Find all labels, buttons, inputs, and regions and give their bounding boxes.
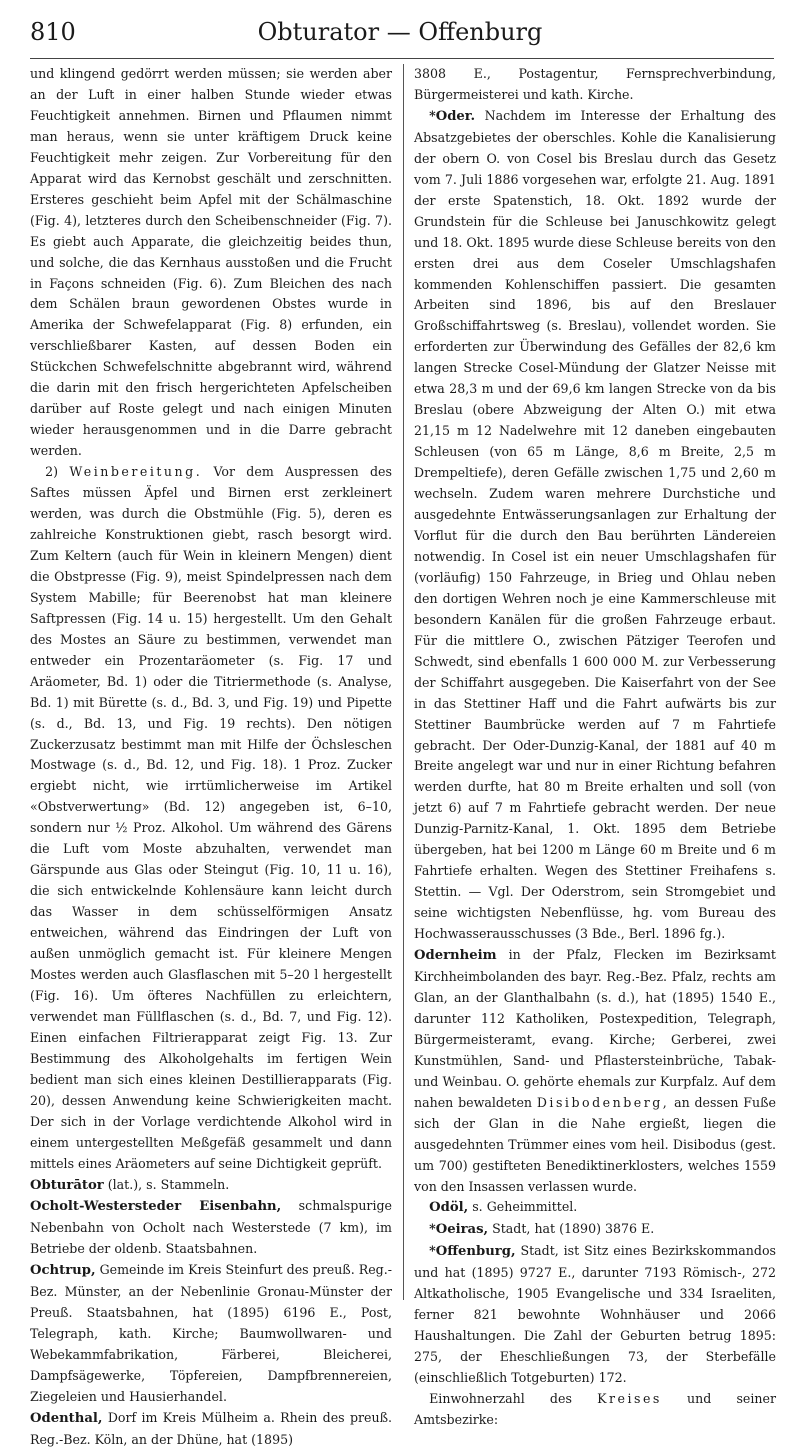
entry-obturator: Obturātor (lat.), s. Stammeln. [30, 1176, 230, 1193]
paragraph-obst-doerren: und klingend gedörrt werden müssen; sie werden aber an der Luft in einer halben Stunde wieder etwas Feuchtigkeit annehmen. Birnen und Pflaumen nimmt man heraus, wenn sie unter kräftigem Druck keine Feuchtigkeit mehr zeigen. Zur Vorbereitung für den Apparat wird das Kernobst geschält und zerschnitten. Ersteres geschieht beim Apfel mit der Schälmaschine (Fig. 4), letzteres durch den Scheibenschneider (Fig. 7). Es giebt auch Apparate, die gleichzeitig beides thun, und solche, die das Kernhaus ausstoßen und die Frucht in Façons schneiden (Fig. 6). Zum Bleichen des nach dem Schälen braun gewordenen Obstes wurde in Amerika der Schwefelapparat (Fig. 8) erfunden, ein verschließbarer Kasten, auf dessen Boden ein Stückchen Schwefelschnitte abgebrannt wird, während die darin mit den frisch hergerichteten Apfelscheiben darüber auf Roste gelegt und nach einigen Minuten wieder herausgenommen und in die Darre gebracht werden. [30, 66, 392, 459]
paragraph-weinbereitung: 2) Weinbereitung. Vor dem Auspressen des Saftes müssen Äpfel und Birnen erst zerkleinert werden, was durch die Obstmühle (Fig. 5), deren es zahlreiche Konstruktionen giebt, rasch besorgt wird. Zum Keltern (auch für Wein in kleinern Mengen) dient die Obstpresse (Fig. 9), meist Spindelpressen nach dem System Mabille; für Beerenobst hat man kleinere Saftpressen (Fig. 14 u. 15) hergestellt. Um den Gehalt des Mostes an Säure zu bestimmen, verwendet man entweder ein Prozentaräometer (s. Fig. 17 und Aräometer, Bd. 1) oder die Titriermethode (s. Analyse, Bd. 1) mit Bürette (s. d., Bd. 3, und Fig. 19) und Pipette (s. d., Bd. 13, und Fig. 19 rechts). Den nötigen Zuckerzusatz bestimmt man mit Hilfe der Öchsleschen Mostwage (s. d., Bd. 12, und Fig. 18). 1 Proz. Zucker ergiebt nicht, wie irrtümlicherweise im Artikel «Obstverwertung» (Bd. 12) angegeben ist, 6–10, sondern nur ½ Proz. Alkohol. Um während des Gärens die Luft vom Moste abzuhalten, verwendet man Gärspunde aus Glas oder Steingut (Fig. 10, 11 u. 16), die sich entwickelnde Kohlensäure kann leicht durch das Wasser in dem schüsselförmigen Ansatz entweichen, während das Eindringen der Luft von außen unmöglich gemacht ist. Für kleinere Mengen Mostes werden auch Glasflaschen mit 5–20 l hergestellt (Fig. 16). Um öfteres Nachfüllen zu erleichtern, verwendet man Füllflaschen (s. d., Bd. 7, und Fig. 12). Einen einfachen Filtrierapparat zeigt Fig. 13. Zur Bestimmung des Alkoholgehalts im fertigen Wein bedient man sich eines kleinen Destillierapparats (Fig. 20), dessen Anwendung keine Schwierigkeiten macht. Der sich in der Vorlage verdichtende Alkohol wird in einem untergestellten Meßgefäß gesammelt und dann mittels eines Aräometers auf seine Dichtigkeit geprüft. [30, 464, 392, 1171]
entry-oeiras: *Oeiras, Stadt, hat (1890) 3876 E. [429, 1221, 655, 1238]
headword-offenburg: Offenburg, [435, 1244, 516, 1260]
page-number: 810 [30, 18, 76, 46]
entry-odenthal-continued: 3808 E., Postagentur, Fernsprechverbindung, Bürgermeisterei und kath. Kirche. [414, 66, 776, 102]
entry-odenthal: Odenthal, Dorf im Kreis Mülheim a. Rhein des preuß. Reg.-Bez. Köln, an der Dhüne, hat (1895) [30, 1410, 392, 1447]
headword-oeiras: Oeiras, [435, 1222, 489, 1238]
headword-odoel: Odöl, [429, 1200, 469, 1216]
right-column [414, 64, 776, 1427]
term-kreises: Kreises [597, 1391, 662, 1407]
header-rule [30, 58, 774, 59]
entry-odoel: Odöl, s. Geheimmittel. [429, 1199, 578, 1216]
entry-ocholt: Ocholt-Westersteder Eisenbahn, schmalspurige Nebenbahn von Ocholt nach Westerstede (7 km), im Betriebe der oldenb. Staatsbahnen. [30, 1198, 392, 1257]
left-column [30, 64, 392, 1447]
term-weinbereitung: Weinbereitung. [69, 464, 203, 480]
page-header [30, 14, 770, 54]
headword-obturator: Obturātor [30, 1177, 104, 1193]
entry-odernheim: Odernheim in der Pfalz, Flecken im Bezirksamt Kirchheimbolanden des bayr. Reg.-Bez. Pfalz, rechts am Glan, an der Glanthalbahn (s. d.), hat (1895) 1540 E., darunter 112 Katholiken, Postexpedition, Telegraph, Bürgermeisteramt, evang. Kirche; Gerberei, zwei Kunstmühlen, Sand- und Pflastersteinbrüche, Tabak- und Weinbau. O. gehörte ehemals zur Kurpfalz. Auf dem nahen bewaldeten Disibodenberg, an dessen Fuße sich der Glan in die Nahe ergießt, liegen die ausgedehnten Trümmer eines vom heil. Disibodus (gest. um 700) gestifteten Benediktinerklosters, welches 1559 von den Insassen verlassen wurde. [414, 947, 776, 1194]
star-mark: * [429, 1221, 436, 1237]
headword-ochtrup: Ochtrup, [30, 1263, 96, 1279]
entry-ochtrup: Ochtrup, Gemeinde im Kreis Steinfurt des preuß. Reg.-Bez. Münster, an der Nebenlinie Gronau-Münster der Preuß. Staatsbahnen, hat (1895) 6196 E., Post, Telegraph, kath. Kirche; Baumwollwaren- und Webekammfabrikation, Färberei, Bleicherei, Dampfsägewerke, Töpfereien, Dampfbrennereien, Ziegeleien und Hausierhandel. [30, 1262, 392, 1405]
star-mark: * [429, 107, 436, 123]
term-disibodenberg: Disibodenberg, [536, 1094, 670, 1110]
entry-oder: *Oder. Nachdem im Interesse der Erhaltung des Absatzgebietes der oberschles. Kohle die Kanalisierung der obern O. von Cosel bis Breslau durch das Gesetz vom 7. Juli 1886 vorgesehen war, erfolgte 21. Aug. 1891 der erste Spatenstich, 18. Okt. 1892 wurde der Grundstein für die Schleuse bei Januschkowitz gelegt und 18. Okt. 1895 wurde diese Schleuse bereits von den ersten drei aus dem Coseler Umschlagshafen kommenden Kohlenschiffen passiert. Die gesamten Arbeiten sind 1896, bis auf den Breslauer Großschiffahrtsweg (s. Breslau), vollendet worden. Sie erforderten zur Überwindung des Gefälles der 82,6 km langen Strecke Cosel-Mündung der Glatzer Neisse mit etwa 28,3 m und der 69,6 km langen Strecke von da bis Breslau (obere Abzweigung der Alten O.) mit etwa 21,15 m 12 Nadelwehre mit 12 daneben eingebauten Schleusen (von 65 m Länge, 8,6 m Breite, 2,5 m Drempeltiefe), deren Gefälle zwischen 1,75 und 2,60 m wechseln. Zudem waren mehrere Durchstiche und ausgedehnte Entwässerungsanlagen zur Erhaltung der Vorflut für die durch den Bau berührten Ländereien notwendig. In Cosel ist ein neuer Umschlagshafen für (vorläufig) 150 Fahrzeuge, in Brieg und Ohlau neben den dortigen Wehren noch je eine Kammerschleuse mit besondern Kanälen für die großen Fahrzeuge erbaut. Für die mittlere O., zwischen Pätziger Teerofen und Schwedt, sind ebenfalls 1 600 000 M. zur Verbesserung der Schiffahrt ausgegeben. Die Kaiserfahrt von der See in das Stettiner Haff und die Fahrt aufwärts bis zur Stettiner Baumbrücke werden auf 7 m Fahrtiefe gebracht. Der Oder-Dunzig-Kanal, der 1881 auf 40 m Breite angelegt war und nur in einer Richtung befahren werden durfte, hat 80 m Breite erhalten und soll (von jetzt 6) auf 7 m Fahrtiefe gebracht werden. Der neue Dunzig-Parnitz-Kanal, 1. Okt. 1895 dem Betriebe übergeben, hat bei 1200 m Länge 60 m Breite und 6 m Fahrtiefe erhalten. Wegen des Stettiner Freihafens s. Stettin. — Vgl. Der Oderstrom, sein Stromgebiet und seine wichtigsten Nebenflüsse, hg. vom Bureau des Hochwasserausschusses (3 Bde., Berl. 1896 fg.). [414, 107, 776, 942]
headword-oder: Oder. [435, 108, 476, 124]
paragraph-einwohnerzahl: Einwohnerzahl des Kreises und seiner Amtsbezirke: [414, 1391, 776, 1427]
headword-odernheim: Odernheim [414, 948, 497, 964]
headword-odenthal: Odenthal, [30, 1411, 103, 1426]
entry-offenburg: *Offenburg, Stadt, ist Sitz eines Bezirkskommandos und hat (1895) 9727 E., darunter 7193 Römisch-, 272 Altkatholische, 1905 Evangelische und 334 Israeliten, ferner 821 bewohnte Wohnhäuser und 2066 Haushaltungen. Die Zahl der Geburten betrug 1895: 275, der Eheschließungen 73, der Sterbefälle (einschließlich Totgeburten) 172. [414, 1243, 776, 1386]
column-divider [403, 64, 404, 1300]
running-head: Obturator — Offenburg [257, 18, 543, 46]
headword-ocholt: Ocholt-Westersteder Eisenbahn, [30, 1199, 282, 1215]
star-mark: * [429, 1243, 436, 1259]
